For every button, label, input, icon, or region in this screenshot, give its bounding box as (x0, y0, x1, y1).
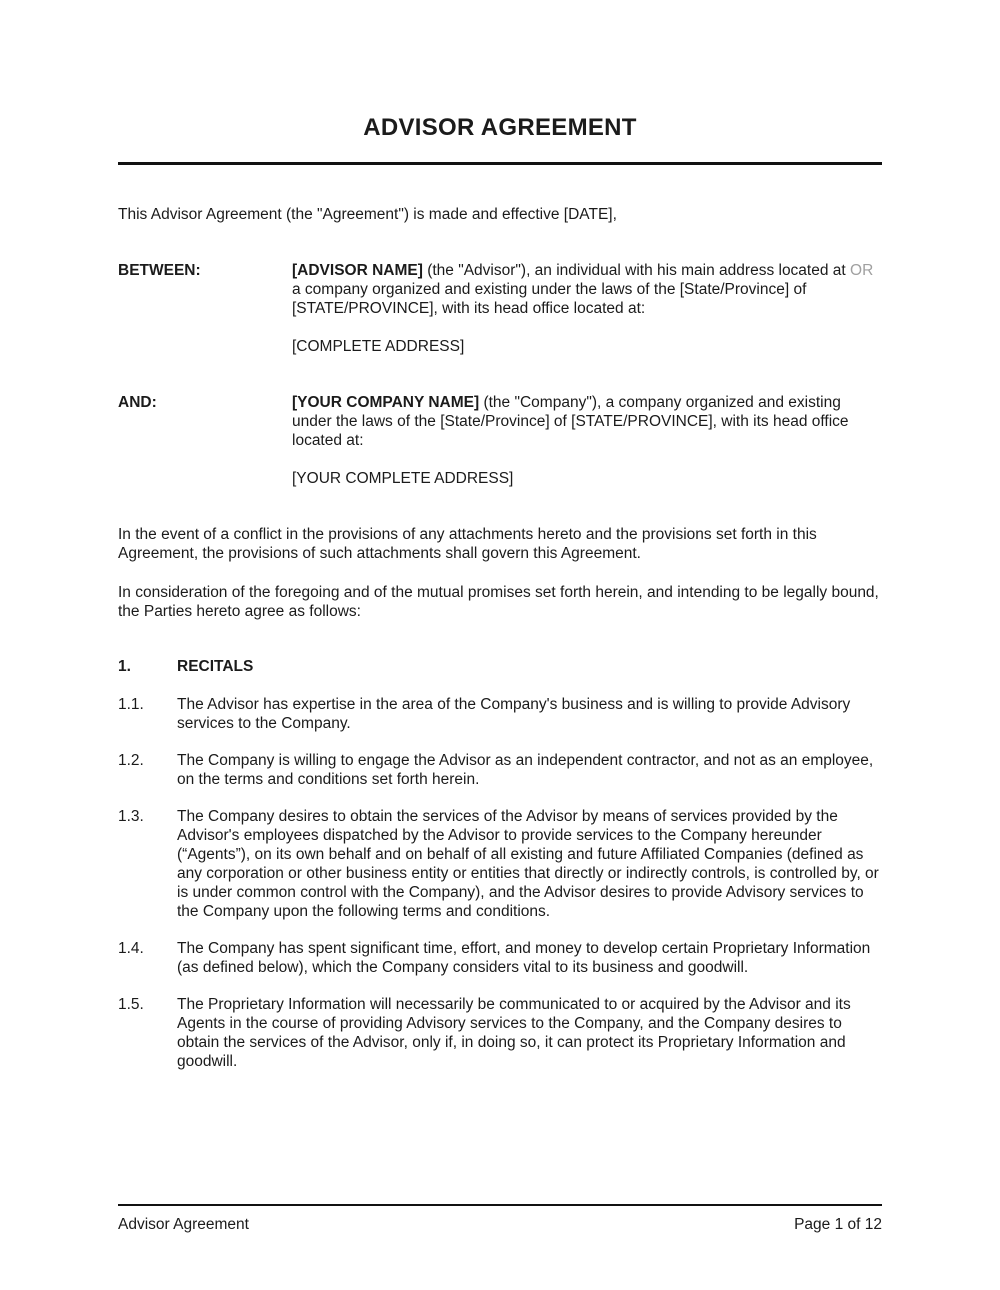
footer-rule (118, 1204, 882, 1206)
advisor-address-placeholder: [COMPLETE ADDRESS] (292, 338, 465, 355)
advisor-name-placeholder: [ADVISOR NAME] (292, 262, 423, 279)
clause-1-1 (118, 695, 882, 733)
company-address-placeholder: [YOUR COMPLETE ADDRESS] (292, 470, 514, 487)
conflict-paragraph: In the event of a conflict in the provisions of any attachments hereto and the provisions set forth in this Agreement, the provisions of such attachments shall govern this Agreement. (118, 526, 817, 562)
footer-page-number: Page 1 of 12 (794, 1216, 882, 1233)
and-label: AND: (118, 394, 157, 411)
clause-text: The Company is willing to engage the Advisor as an independent contractor, and not as an employee, on the terms and conditions set forth herein. (177, 752, 874, 788)
between-content (292, 261, 882, 356)
title-rule (118, 162, 882, 165)
clause-text: The Company desires to obtain the services of the Advisor by means of services provided by the Advisor's employees dispatched by the Advisor to provide services to the Company hereunder (“Agents”), on its own behalf and on behalf of all existing and future Affiliated Companies (defined as any corporation or other business entity or entities that directly or indirectly controls, is controlled by, or is under common control with the Company), and the Advisor desires to provide Advisory services to the Company upon the following terms and conditions. (177, 808, 879, 920)
clause-number: 1.2. (118, 752, 144, 769)
footer-document-title: Advisor Agreement (118, 1216, 249, 1233)
between-text-a: (the "Advisor"), an individual with his main address located at (422, 262, 851, 279)
and-paragraph (292, 393, 882, 450)
page-footer (118, 1204, 882, 1234)
or-conjunction: OR (850, 262, 874, 279)
clause-1-4 (118, 939, 882, 977)
between-text-b: a company organized and existing under the laws of the [State/Province] of [STATE/PROVINCE], with its head office located at: (292, 281, 807, 317)
section-title: RECITALS (177, 658, 254, 675)
and-text: (the "Company"), a company organized and existing under the laws of the [State/Province] of [STATE/PROVINCE], with its head office located at: (292, 394, 849, 449)
between-section (118, 261, 882, 356)
and-section (118, 393, 882, 488)
page-title: ADVISOR AGREEMENT (363, 114, 637, 141)
clause-number: 1.1. (118, 696, 144, 713)
intro-paragraph: This Advisor Agreement (the "Agreement") is made and effective [DATE], (118, 206, 617, 223)
clause-1-2 (118, 751, 882, 789)
company-name-placeholder: [YOUR COMPANY NAME] (292, 394, 480, 411)
section-number: 1. (118, 658, 131, 675)
footer-row (118, 1215, 882, 1234)
between-paragraph (292, 261, 882, 318)
clause-text: The Proprietary Information will necessarily be communicated to or acquired by the Advisor and its Agents in the course of providing Advisory services to the Company, and the Company desires to obtain the services of the Advisor, only if, in doing so, it can protect its Proprietary Information and goodwill. (177, 996, 851, 1070)
between-label: BETWEEN: (118, 262, 201, 279)
clause-text: The Advisor has expertise in the area of the Company's business and is willing to provide Advisory services to the Company. (177, 696, 851, 732)
clause-text: The Company has spent significant time, effort, and money to develop certain Proprietary Information (as defined below), which the Company considers vital to its business and goodwill. (177, 940, 871, 976)
clause-number: 1.3. (118, 808, 144, 825)
consideration-paragraph: In consideration of the foregoing and of the mutual promises set forth herein, and intending to be legally bound, the Parties hereto agree as follows: (118, 584, 879, 620)
clause-1-3 (118, 807, 882, 921)
and-content (292, 393, 882, 488)
clause-number: 1.5. (118, 996, 144, 1013)
clause-number: 1.4. (118, 940, 144, 957)
clause-1-5 (118, 995, 882, 1071)
section-heading-recitals (118, 657, 882, 676)
